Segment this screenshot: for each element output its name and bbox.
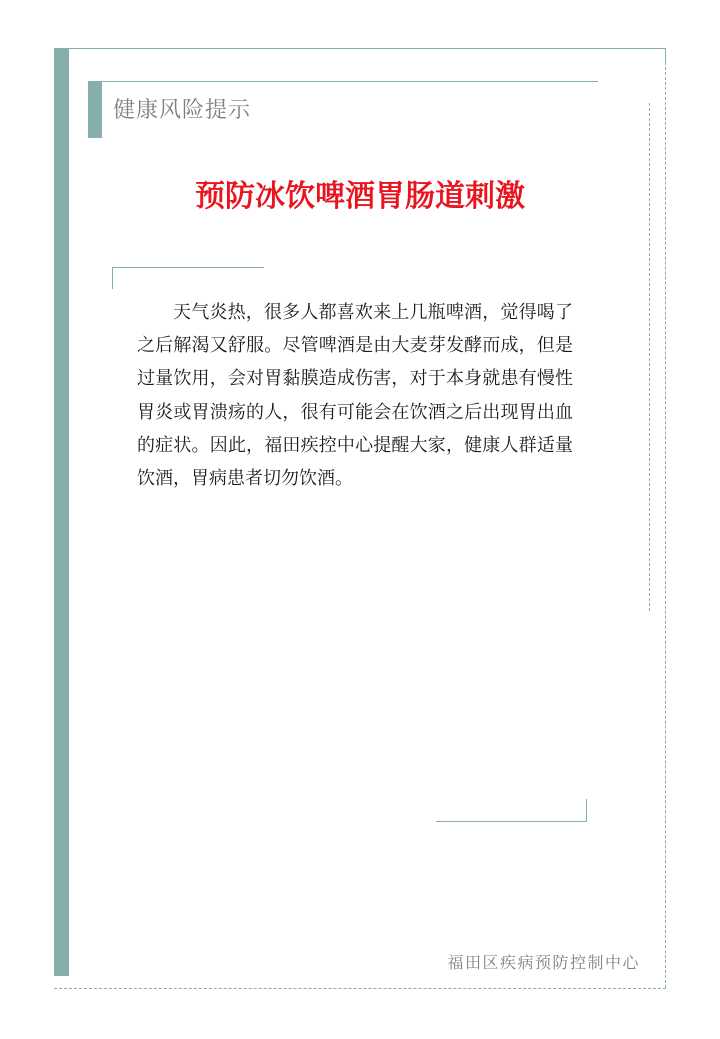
corner-bracket-bottom-right-vertical [586,799,587,821]
corner-bracket-top-left-horizontal [112,267,264,268]
top-border-line [69,48,665,49]
bottom-dashed-border [54,988,666,989]
header-top-line [102,81,598,82]
section-label: 健康风险提示 [113,98,252,123]
corner-bracket-bottom-right-horizontal [436,821,587,822]
corner-bracket-top-left-vertical [112,267,113,289]
article-title: 预防冰饮啤酒胃肠道刺激 [195,179,525,214]
header-accent-block [88,81,102,138]
footer-organization: 福田区疾病预防控制中心 [447,953,640,972]
right-border-top-segment [665,48,666,62]
article-body: 天气炎热，很多人都喜欢来上几瓶啤酒，觉得喝了之后解渴又舒服。尽管啤酒是由大麦芽发酵而成，但是过量饮用，会对胃黏膜造成伤害，对于本身就患有慢性胃炎或胃溃疡的人，很有可能会在饮酒之后出现胃出血的症状。因此，福田疾控中心提醒大家，健康人群适量饮酒，胃病患者切勿饮酒。 [137,302,573,490]
